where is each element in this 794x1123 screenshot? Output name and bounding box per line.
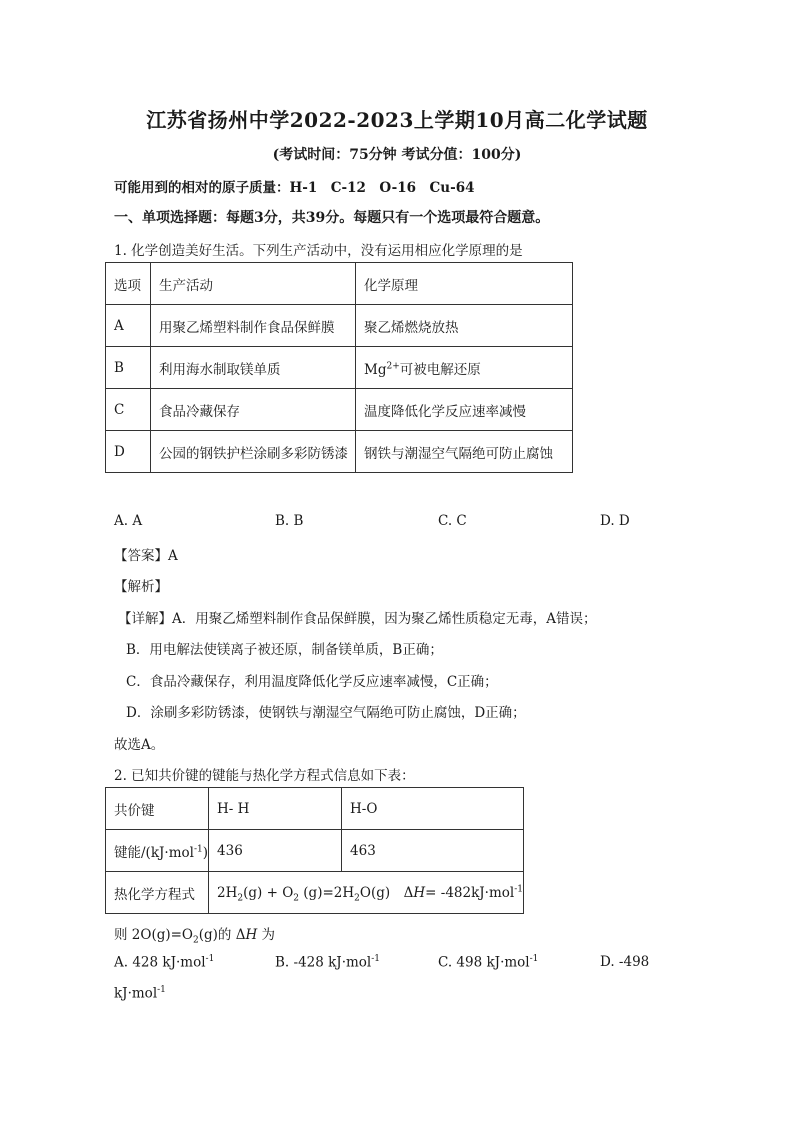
- table-cell: 热化学方程式: [106, 872, 209, 914]
- option-text: B. -428 kJ·mol: [275, 954, 372, 971]
- eq-part: = -482kJ·mol: [425, 885, 515, 902]
- table-row: [106, 431, 573, 473]
- q1-analysis-line: D．涂刷多彩防锈漆，使钢铁与潮湿空气隔绝可防止腐蚀，D正确；: [126, 705, 526, 721]
- q1-analysis-line: 【详解】A．用聚乙烯塑料制作食品保鲜膜，因为聚乙烯性质稳定无毒，A错误；: [118, 611, 597, 627]
- table-row: [106, 788, 524, 830]
- eq-part: 2H: [217, 885, 238, 902]
- eq-sub: 2: [237, 893, 244, 904]
- table-cell: 公园的钢铁护栏涂刷多彩防锈漆: [151, 431, 356, 473]
- page-subtitle: (考试时间：75分钟 考试分值：100分): [272, 147, 522, 163]
- q1-option-b: B. B: [275, 513, 304, 529]
- table-row: [106, 389, 573, 431]
- q1-analysis-label: 【解析】: [114, 579, 168, 595]
- atomic-masses: 可能用到的相对的原子质量：H-1 C-12 O-16 Cu-64: [114, 180, 475, 196]
- q1-option-c: C. C: [438, 513, 467, 529]
- ion-principle-text: 可被电解还原: [399, 361, 481, 378]
- table-cell: 463: [342, 830, 524, 872]
- table-row: [106, 305, 573, 347]
- option-sup: -1: [529, 954, 539, 964]
- eq-sup: -1: [514, 884, 523, 895]
- bond-energy-label: 键能/(kJ·mol: [114, 844, 194, 861]
- table-cell: B: [106, 347, 151, 389]
- q2-stem: 2. 已知共价键的键能与热化学方程式信息如下表：: [114, 768, 415, 784]
- table-cell: 436: [209, 830, 342, 872]
- q1-answer: 【答案】A: [114, 548, 178, 564]
- table-row: [106, 347, 573, 389]
- table-cell: A: [106, 305, 151, 347]
- ion-formula: Mg: [364, 361, 387, 378]
- q1-analysis-line: B．用电解法使镁离子被还原，制备镁单质，B正确；: [126, 642, 443, 658]
- option-text: A. 428 kJ·mol: [114, 954, 206, 971]
- q2-question-part: 为: [257, 927, 276, 943]
- eq-part: (g)=2H: [299, 885, 355, 902]
- q2-option-b: [275, 954, 380, 971]
- thermo-equation-cell: [209, 872, 524, 914]
- table-header-cell: 选项: [106, 263, 151, 305]
- q1-stem: 1. 化学创造美好生活。下列生产活动中，没有运用相应化学原理的是: [114, 243, 523, 259]
- table-row: [106, 830, 524, 872]
- option-text: D. -498: [600, 954, 650, 970]
- table-cell: 聚乙烯燃烧放热: [356, 305, 573, 347]
- table-cell: D: [106, 431, 151, 473]
- q2-question: [114, 923, 275, 946]
- q1-table: [105, 262, 573, 473]
- q2-option-c: [438, 954, 538, 971]
- table-cell: H-O: [342, 788, 524, 830]
- option-sup: -1: [157, 985, 166, 995]
- bond-energy-unit-exp: -1: [193, 844, 203, 854]
- table-cell: H- H: [209, 788, 342, 830]
- table-cell: 温度降低化学反应速率减慢: [356, 389, 573, 431]
- table-cell: 用聚乙烯塑料制作食品保鲜膜: [151, 305, 356, 347]
- page-title: 江苏省扬州中学2022-2023上学期10月高二化学试题: [146, 108, 648, 132]
- table-header-row: [106, 263, 573, 305]
- q2-question-part: 则 2O(g)=O: [114, 927, 194, 943]
- table-cell: [106, 830, 209, 872]
- q1-conclusion: 故选A。: [114, 737, 165, 753]
- eq-italic: H: [413, 885, 426, 902]
- eq-part: (g) + O: [243, 885, 294, 902]
- q1-analysis-line: C．食品冷藏保存，利用温度降低化学反应速率减慢，C正确；: [126, 674, 498, 690]
- option-sup: -1: [371, 954, 381, 964]
- eq-part: O(g) Δ: [359, 885, 414, 902]
- q2-option-d: [600, 954, 649, 970]
- eq-sub: 2: [354, 893, 360, 904]
- q2-table: [105, 787, 524, 914]
- section-heading: 一、单项选择题：每题3分，共39分。每题只有一个选项最符合题意。: [114, 210, 550, 226]
- table-cell: 利用海水制取镁单质: [151, 347, 356, 389]
- table-cell: 钢铁与潮湿空气隔绝可防止腐蚀: [356, 431, 573, 473]
- q2-question-part: (g)的 Δ: [198, 927, 246, 943]
- table-cell: C: [106, 389, 151, 431]
- q1-option-d: D. D: [600, 513, 630, 529]
- q2-question-sub: 2: [193, 935, 199, 946]
- table-cell: [356, 347, 573, 389]
- option-text: kJ·mol: [114, 985, 158, 1002]
- eq-sub: 2: [293, 893, 299, 904]
- option-sup: -1: [205, 954, 215, 964]
- option-text: C. 498 kJ·mol: [438, 954, 530, 971]
- table-row: [106, 872, 524, 914]
- q1-option-a: A. A: [114, 513, 143, 529]
- q2-option-a: [114, 954, 214, 971]
- table-cell: 食品冷藏保存: [151, 389, 356, 431]
- q2-question-italic: H: [245, 927, 258, 943]
- bond-energy-label-end: ): [202, 844, 209, 861]
- table-header-cell: 化学原理: [356, 263, 573, 305]
- table-cell: 共价键: [106, 788, 209, 830]
- ion-charge: 2+: [386, 361, 400, 371]
- q2-option-d-cont: [114, 985, 166, 1002]
- table-header-cell: 生产活动: [151, 263, 356, 305]
